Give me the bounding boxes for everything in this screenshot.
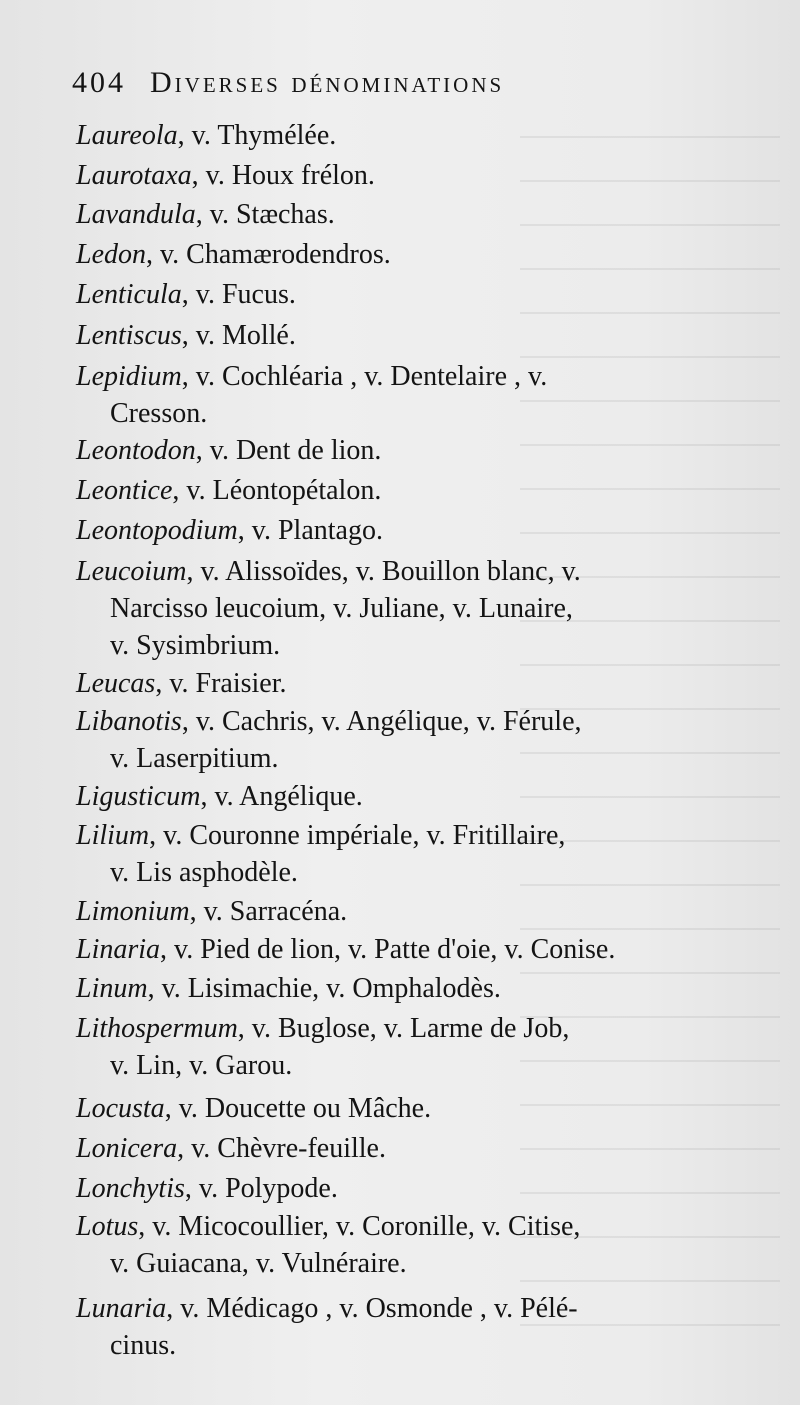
entry xyxy=(76,970,766,1007)
entry-text: , v. Fraisier. xyxy=(155,668,287,699)
entry-term: Lonicera xyxy=(76,1133,178,1164)
entry-term: Linum xyxy=(76,973,148,1004)
entry-text: , v. Plantago. xyxy=(237,515,383,546)
entry xyxy=(76,1290,766,1364)
entry-term: Lentiscus xyxy=(76,320,182,351)
entry-text: , v. Chamærodendros. xyxy=(146,239,391,270)
entry xyxy=(76,931,766,968)
entry-text: , v. Cachris, v. Angélique, v. Férule, xyxy=(181,706,582,737)
entry xyxy=(76,893,766,930)
entry xyxy=(76,472,766,509)
entry-text: , v. Alissoïdes, v. Bouillon blanc, v. xyxy=(186,556,581,587)
entry-continuation: v. Lis asphodèle. xyxy=(110,857,298,888)
entry-term: Lotus xyxy=(76,1211,139,1242)
entry-text: , v. Micocoullier, v. Coronille, v. Citise, xyxy=(138,1211,581,1242)
entry xyxy=(76,432,766,469)
entry-text: , v. Cochléaria , v. Dentelaire , v. xyxy=(181,361,548,392)
entry-term: Leontopodium xyxy=(76,515,238,546)
entry xyxy=(76,553,766,664)
page-title: Diverses dénominations xyxy=(150,66,505,99)
entry-term: Laureola xyxy=(76,120,178,151)
entry xyxy=(76,1208,766,1282)
entry-text: , v. Buglose, v. Larme de Job, xyxy=(237,1013,570,1044)
entry-text: , v. Chèvre-feuille. xyxy=(177,1133,386,1164)
entry xyxy=(76,778,766,815)
entry-continuation: v. Sysimbrium. xyxy=(110,630,281,661)
entry-continuation: Cresson. xyxy=(110,398,208,429)
entry xyxy=(76,1130,766,1167)
entry-text: , v. Pied de lion, v. Patte d'oie, v. Conise. xyxy=(160,934,616,965)
entry-text: , v. Léontopétalon. xyxy=(172,475,382,506)
page-number: 404 xyxy=(72,66,126,99)
entry-text: , v. Houx frélon. xyxy=(191,160,375,191)
entry-text: , v. Médicago , v. Osmonde , v. Pélé- xyxy=(166,1293,578,1324)
entry-text: , v. Lisimachie, v. Omphalodès. xyxy=(147,973,501,1004)
entry-text: , v. Thymélée. xyxy=(177,120,337,151)
entry-text: , v. Doucette ou Mâche. xyxy=(164,1093,432,1124)
entry xyxy=(76,512,766,549)
entry-continuation: v. Lin, v. Garou. xyxy=(110,1050,293,1081)
entry xyxy=(76,236,766,273)
entry-term: Leontice xyxy=(76,475,173,506)
entry-continuation: cinus. xyxy=(110,1330,177,1361)
entry-text: , v. Fucus. xyxy=(181,279,296,310)
entry-term: Lilium xyxy=(76,820,150,851)
entry-term: Lepidium xyxy=(76,361,182,392)
entry-text: , v. Couronne impériale, v. Fritillaire, xyxy=(149,820,566,851)
entry-term: Laurotaxa xyxy=(76,160,192,191)
entry-term: Limonium xyxy=(76,896,190,927)
entry-term: Ledon xyxy=(76,239,146,270)
entry xyxy=(76,665,766,702)
entry-text: , v. Dent de lion. xyxy=(195,435,382,466)
entry xyxy=(76,1090,766,1127)
entry xyxy=(76,117,766,154)
entry-term: Locusta xyxy=(76,1093,165,1124)
entry-term: Leucas xyxy=(76,668,156,699)
entry xyxy=(76,358,766,432)
entry-term: Libanotis xyxy=(76,706,182,737)
entry-term: Lonchytis xyxy=(76,1173,185,1204)
entry xyxy=(76,1170,766,1207)
entry-term: Ligusticum xyxy=(76,781,201,812)
entry xyxy=(76,1010,766,1084)
entry xyxy=(76,157,766,194)
entry xyxy=(76,276,766,313)
entry-continuation: v. Guiacana, v. Vulnéraire. xyxy=(110,1248,407,1279)
entry xyxy=(76,817,766,891)
entry-term: Leucoium xyxy=(76,556,187,587)
entry xyxy=(76,196,766,233)
entry-text: , v. Polypode. xyxy=(184,1173,338,1204)
entry xyxy=(76,703,766,777)
entry-term: Lithospermum xyxy=(76,1013,238,1044)
entry-text: , v. Stæchas. xyxy=(195,199,335,230)
entry-term: Linaria xyxy=(76,934,161,965)
entry-term: Lenticula xyxy=(76,279,182,310)
entry-term: Leontodon xyxy=(76,435,196,466)
entry-text: , v. Mollé. xyxy=(181,320,296,351)
entry xyxy=(76,317,766,354)
entry-term: Lavandula xyxy=(76,199,196,230)
entry-continuation: Narcisso leucoium, v. Juliane, v. Lunaire, xyxy=(110,593,573,624)
entry-continuation: v. Laserpitium. xyxy=(110,743,279,774)
entry-term: Lunaria xyxy=(76,1293,167,1324)
entry-text: , v. Angélique. xyxy=(200,781,363,812)
entry-text: , v. Sarracéna. xyxy=(189,896,348,927)
